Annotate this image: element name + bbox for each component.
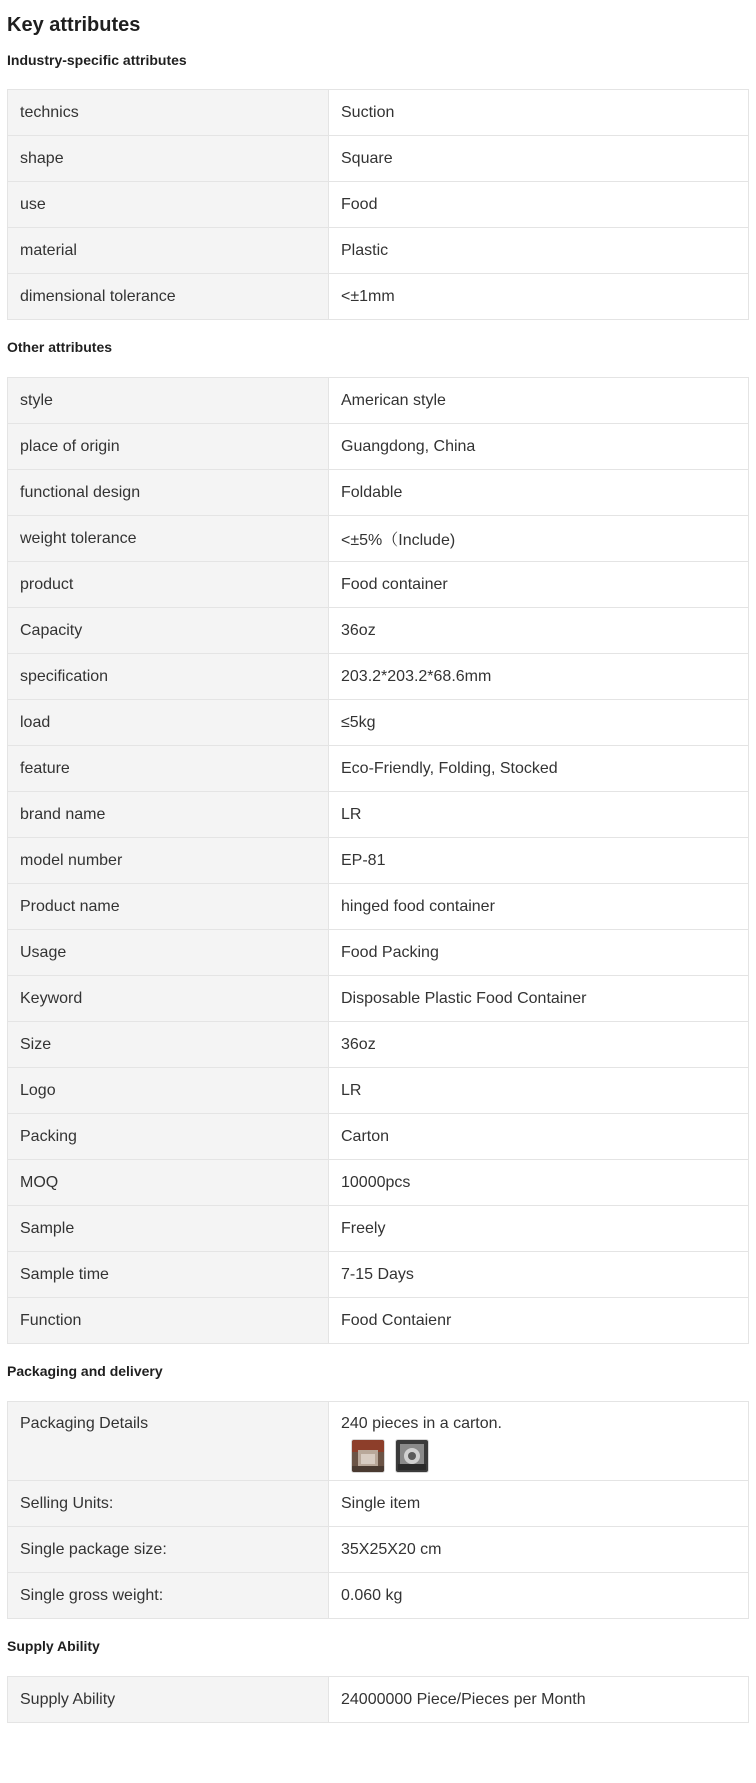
table-row	[8, 884, 749, 930]
attribute-value: hinged food container	[329, 884, 749, 930]
table-row	[8, 700, 749, 746]
attribute-key: Product name	[8, 884, 329, 930]
attribute-value: Freely	[329, 1206, 749, 1252]
attribute-value: ≤5kg	[329, 700, 749, 746]
attribute-key: shape	[8, 136, 329, 182]
attribute-value: Food	[329, 182, 749, 228]
attribute-key: Capacity	[8, 608, 329, 654]
section-title-industry: Industry-specific attributes	[7, 52, 187, 68]
other-attributes-table	[7, 377, 749, 1344]
attribute-key: Keyword	[8, 976, 329, 1022]
attribute-key: model number	[8, 838, 329, 884]
attribute-value: 36oz	[329, 1022, 749, 1068]
attribute-value: <±5%（Include)	[329, 516, 749, 562]
packaging-photo-icon[interactable]	[395, 1439, 429, 1473]
attribute-value: Square	[329, 136, 749, 182]
table-row	[8, 1160, 749, 1206]
table-row	[8, 608, 749, 654]
attribute-key: MOQ	[8, 1160, 329, 1206]
table-row	[8, 228, 749, 274]
table-row	[8, 90, 749, 136]
attribute-value: Food container	[329, 562, 749, 608]
attribute-value: 24000000 Piece/Pieces per Month	[329, 1677, 749, 1723]
table-row	[8, 378, 749, 424]
attribute-key: Size	[8, 1022, 329, 1068]
table-row	[8, 136, 749, 182]
table-row	[8, 1068, 749, 1114]
attribute-value: Food Contaienr	[329, 1298, 749, 1344]
table-row	[8, 274, 749, 320]
table-row	[8, 792, 749, 838]
attribute-value: EP-81	[329, 838, 749, 884]
supply-table	[7, 1676, 749, 1723]
table-row	[8, 930, 749, 976]
table-row	[8, 182, 749, 228]
packaging-table	[7, 1401, 749, 1619]
attribute-value: 7-15 Days	[329, 1252, 749, 1298]
table-row	[8, 1252, 749, 1298]
attribute-key: feature	[8, 746, 329, 792]
attribute-key: Packaging Details	[8, 1402, 329, 1481]
attribute-key: Single gross weight:	[8, 1573, 329, 1619]
attribute-key: weight tolerance	[8, 516, 329, 562]
attribute-key: use	[8, 182, 329, 228]
attribute-value: 240 pieces in a carton.	[341, 1415, 502, 1432]
attribute-value: Single item	[329, 1481, 749, 1527]
table-row	[8, 838, 749, 884]
table-row	[8, 562, 749, 608]
section-title-other: Other attributes	[7, 339, 113, 355]
attribute-value: Foldable	[329, 470, 749, 516]
attribute-key: Supply Ability	[8, 1677, 329, 1723]
attribute-key: functional design	[8, 470, 329, 516]
attribute-key: Sample time	[8, 1252, 329, 1298]
table-row	[8, 1114, 749, 1160]
attribute-value: Suction	[329, 90, 749, 136]
attribute-key: load	[8, 700, 329, 746]
table-row	[8, 654, 749, 700]
attribute-key: material	[8, 228, 329, 274]
attribute-key: style	[8, 378, 329, 424]
attribute-value: 35X25X20 cm	[329, 1527, 749, 1573]
attribute-key: technics	[8, 90, 329, 136]
attribute-key: specification	[8, 654, 329, 700]
attribute-value-cell	[329, 1402, 749, 1481]
attribute-value: Eco-Friendly, Folding, Stocked	[329, 746, 749, 792]
table-row	[8, 516, 749, 562]
attribute-value: Disposable Plastic Food Container	[329, 976, 749, 1022]
table-row	[8, 470, 749, 516]
attribute-value: Guangdong, China	[329, 424, 749, 470]
packaging-photo-icon[interactable]	[351, 1439, 385, 1473]
table-row	[8, 1481, 749, 1527]
attribute-value: 36oz	[329, 608, 749, 654]
table-row	[8, 1206, 749, 1252]
attribute-key: Logo	[8, 1068, 329, 1114]
table-row	[8, 1527, 749, 1573]
attribute-value: LR	[329, 1068, 749, 1114]
attribute-value: Carton	[329, 1114, 749, 1160]
attribute-key: Selling Units:	[8, 1481, 329, 1527]
table-row	[8, 976, 749, 1022]
attribute-value: Plastic	[329, 228, 749, 274]
table-row	[8, 746, 749, 792]
attribute-key: Packing	[8, 1114, 329, 1160]
attribute-value: 10000pcs	[329, 1160, 749, 1206]
attribute-key: Single package size:	[8, 1527, 329, 1573]
attribute-value: 0.060 kg	[329, 1573, 749, 1619]
table-row	[8, 1298, 749, 1344]
table-row	[8, 1022, 749, 1068]
industry-attributes-table	[7, 89, 749, 320]
section-title-supply: Supply Ability	[7, 1638, 100, 1654]
attribute-value: American style	[329, 378, 749, 424]
attribute-key: Usage	[8, 930, 329, 976]
attribute-key: dimensional tolerance	[8, 274, 329, 320]
attribute-value: LR	[329, 792, 749, 838]
attribute-key: brand name	[8, 792, 329, 838]
attribute-key: place of origin	[8, 424, 329, 470]
table-row	[8, 1402, 749, 1481]
attribute-key: product	[8, 562, 329, 608]
section-title-packaging: Packaging and delivery	[7, 1363, 163, 1379]
table-row	[8, 1677, 749, 1723]
attribute-value: Food Packing	[329, 930, 749, 976]
attribute-value: <±1mm	[329, 274, 749, 320]
table-row	[8, 1573, 749, 1619]
page-title: Key attributes	[7, 14, 141, 36]
attribute-key: Sample	[8, 1206, 329, 1252]
table-row	[8, 424, 749, 470]
attribute-key: Function	[8, 1298, 329, 1344]
attribute-value: 203.2*203.2*68.6mm	[329, 654, 749, 700]
packaging-thumbnails	[341, 1439, 736, 1473]
